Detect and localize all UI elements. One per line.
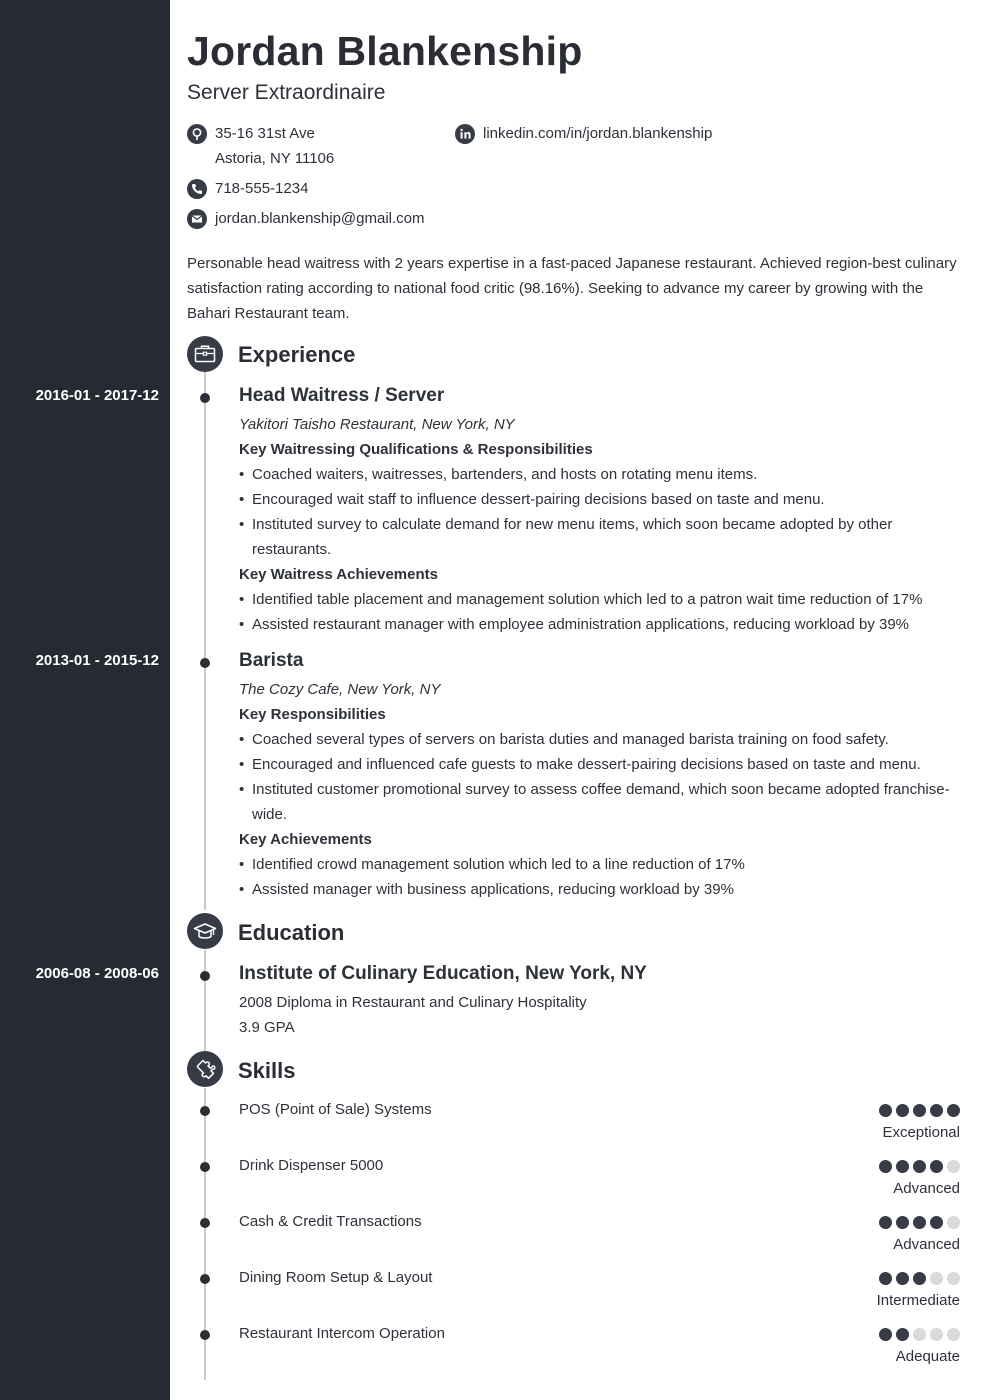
list-item-text: Coached waiters, waitresses, bartenders, and hosts on rotating menu items. [252, 466, 758, 483]
briefcase-icon [187, 336, 223, 372]
bullet: • [239, 591, 245, 608]
phone-number: 718-555-1234 [215, 180, 309, 197]
rating-dot-empty [930, 1328, 943, 1341]
map-pin-icon [187, 124, 207, 144]
list-item [239, 587, 967, 612]
responsibilities-heading: Key Waitressing Qualifications & Responsibilities [239, 441, 593, 458]
graduation-cap-icon [187, 913, 223, 949]
achievements-heading: Key Waitress Achievements [239, 566, 438, 583]
list-item [239, 487, 967, 512]
responsibilities-list [239, 462, 967, 562]
timeline-dot [200, 658, 210, 668]
bullet: • [239, 731, 245, 748]
experience-date: 2013-01 - 2015-12 [35, 652, 159, 669]
puzzle-piece-icon [187, 1051, 223, 1087]
rating-dot-empty [947, 1328, 960, 1341]
job-title: Head Waitress / Server [239, 385, 445, 406]
rating-dot-filled [879, 1104, 892, 1117]
skill-rating [879, 1216, 960, 1229]
rating-dot-empty [930, 1272, 943, 1285]
rating-dot-empty [947, 1160, 960, 1173]
timeline-dot [200, 1218, 210, 1228]
skill-rating [879, 1328, 960, 1341]
bullet: • [239, 516, 245, 533]
rating-dot-filled [896, 1216, 909, 1229]
rating-dot-filled [947, 1104, 960, 1117]
linkedin-icon [455, 124, 475, 144]
degree: 2008 Diploma in Restaurant and Culinary Hospitality [239, 994, 587, 1011]
company-name: Yakitori Taisho Restaurant, New York, NY [239, 416, 515, 433]
timeline-dot [200, 1274, 210, 1284]
experience-date: 2016-01 - 2017-12 [35, 387, 159, 404]
rating-dot-filled [879, 1328, 892, 1341]
email-address[interactable]: jordan.blankenship@gmail.com [215, 210, 425, 227]
bullet: • [239, 616, 245, 633]
bullet: • [239, 466, 245, 483]
phone-icon [187, 179, 207, 199]
list-item-text: Encouraged and influenced cafe guests to make dessert-pairing decisions based on taste and menu. [252, 756, 921, 773]
rating-dot-empty [947, 1272, 960, 1285]
experience-heading: Experience [238, 342, 356, 367]
list-item-text: Encouraged wait staff to influence dessert-pairing decisions based on taste and menu. [252, 491, 825, 508]
bullet: • [239, 781, 245, 798]
responsibilities-list [239, 727, 967, 827]
skill-name: Drink Dispenser 5000 [239, 1157, 384, 1174]
list-item [239, 512, 967, 562]
skill-rating [879, 1160, 960, 1173]
skill-level: Advanced [893, 1180, 960, 1197]
list-item-text: Coached several types of servers on barista duties and managed barista training on food safety. [252, 731, 889, 748]
rating-dot-filled [896, 1272, 909, 1285]
skill-name: Restaurant Intercom Operation [239, 1325, 445, 1342]
list-item-text: Instituted customer promotional survey to assess coffee demand, which soon became adopted franchise-wide. [252, 781, 950, 823]
skill-level: Intermediate [876, 1292, 960, 1309]
timeline-dot [200, 1106, 210, 1116]
achievements-heading: Key Achievements [239, 831, 372, 848]
address-line-2: Astoria, NY 11106 [215, 150, 335, 167]
gpa: 3.9 GPA [239, 1019, 295, 1036]
timeline-dot [200, 1162, 210, 1172]
skill-level: Advanced [893, 1236, 960, 1253]
candidate-name: Jordan Blankenship [187, 28, 583, 74]
skill-name: POS (Point of Sale) Systems [239, 1101, 432, 1118]
skill-level: Exceptional [882, 1124, 960, 1141]
timeline-dot [200, 971, 210, 981]
achievements-list [239, 852, 967, 902]
skills-heading: Skills [238, 1058, 296, 1083]
experience-entry [239, 386, 967, 637]
list-item [239, 852, 967, 877]
experience-entry [239, 651, 967, 902]
rating-dot-filled [896, 1328, 909, 1341]
list-item-text: Assisted manager with business applications, reducing workload by 39% [252, 881, 734, 898]
education-heading: Education [238, 920, 345, 945]
skill-rating [879, 1272, 960, 1285]
envelope-icon [187, 209, 207, 229]
bullet: • [239, 756, 245, 773]
skill-name: Dining Room Setup & Layout [239, 1269, 433, 1286]
list-item [239, 752, 967, 777]
education-date: 2006-08 - 2008-06 [35, 965, 159, 982]
list-item [239, 777, 967, 827]
list-item-text: Instituted survey to calculate demand for new menu items, which soon became adopted by other restaurants. [252, 516, 893, 558]
rating-dot-filled [879, 1216, 892, 1229]
address-line-1: 35-16 31st Ave [215, 125, 315, 142]
bullet: • [239, 856, 245, 873]
list-item [239, 727, 967, 752]
job-title: Barista [239, 650, 304, 671]
sidebar [0, 0, 170, 1400]
rating-dot-filled [913, 1272, 926, 1285]
bullet: • [239, 881, 245, 898]
rating-dot-empty [913, 1328, 926, 1341]
candidate-title: Server Extraordinaire [187, 81, 386, 104]
linkedin-link[interactable]: linkedin.com/in/jordan.blankenship [483, 125, 713, 142]
rating-dot-filled [896, 1104, 909, 1117]
experience-timeline [204, 372, 206, 910]
rating-dot-filled [913, 1104, 926, 1117]
list-item [239, 877, 967, 902]
profile-summary: Personable head waitress with 2 years expertise in a fast-paced Japanese restaurant. Achieved region-best culinary satisfaction rating according to national food critic (98.16%). Seeking to advance my career by growing with the Bahari Restaurant team. [187, 255, 957, 322]
achievements-list [239, 587, 967, 637]
timeline-dot [200, 393, 210, 403]
rating-dot-filled [896, 1160, 909, 1173]
list-item [239, 612, 967, 637]
bullet: • [239, 491, 245, 508]
education-entry [239, 964, 967, 1040]
list-item-text: Assisted restaurant manager with employee administration applications, reducing workload by 39% [252, 616, 910, 633]
rating-dot-filled [879, 1160, 892, 1173]
skill-rating [879, 1104, 960, 1117]
responsibilities-heading: Key Responsibilities [239, 706, 386, 723]
rating-dot-filled [913, 1216, 926, 1229]
skill-name: Cash & Credit Transactions [239, 1213, 422, 1230]
list-item [239, 462, 967, 487]
school-name: Institute of Culinary Education, New York, NY [239, 963, 647, 984]
timeline-dot [200, 1330, 210, 1340]
rating-dot-filled [879, 1272, 892, 1285]
rating-dot-filled [930, 1160, 943, 1173]
rating-dot-filled [930, 1104, 943, 1117]
rating-dot-filled [930, 1216, 943, 1229]
rating-dot-filled [913, 1160, 926, 1173]
list-item-text: Identified table placement and management solution which led to a patron wait time reduction of 17% [252, 591, 923, 608]
skill-level: Adequate [895, 1348, 960, 1365]
education-timeline [204, 950, 206, 1052]
company-name: The Cozy Cafe, New York, NY [239, 681, 441, 698]
rating-dot-empty [947, 1216, 960, 1229]
list-item-text: Identified crowd management solution which led to a line reduction of 17% [252, 856, 745, 873]
